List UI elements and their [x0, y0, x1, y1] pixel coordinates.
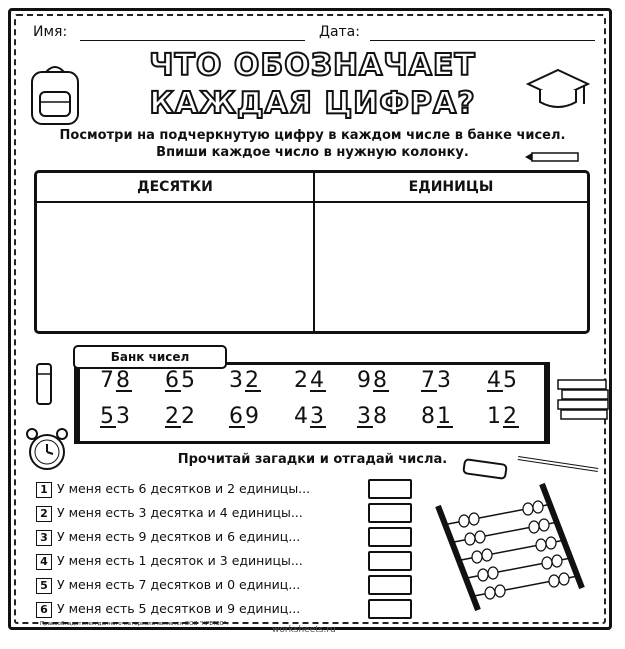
riddle-number: 5	[36, 578, 52, 594]
name-field[interactable]	[80, 40, 305, 41]
place-value-table	[34, 170, 590, 334]
riddle-item	[36, 527, 300, 547]
underlined-digit: 8	[373, 368, 389, 393]
riddle-text: У меня есть 9 десятков и 6 единиц...	[57, 529, 301, 544]
digit: 7	[100, 368, 116, 393]
digit: 1	[487, 404, 503, 429]
instruction-line-1: Посмотри на подчеркнутую цифру в каждом числе в банке чисел.	[59, 128, 566, 143]
underlined-digit: 4	[310, 368, 326, 393]
riddle-number: 4	[36, 554, 52, 570]
bank-number	[294, 404, 326, 429]
riddle-text: У меня есть 7 десятков и 0 единиц...	[57, 577, 301, 592]
riddle-item	[36, 575, 300, 595]
tens-answer-area[interactable]	[41, 205, 309, 329]
bank-number	[487, 404, 519, 429]
riddle-answer-box[interactable]	[368, 527, 412, 547]
digit: 5	[503, 368, 519, 393]
brand-watermark: worksheets.ru	[272, 625, 336, 635]
riddle-text: У меня есть 6 десятков и 2 единицы...	[57, 481, 311, 496]
underlined-digit: 2	[165, 404, 181, 429]
riddle-number: 2	[36, 506, 52, 522]
digit: 3	[116, 404, 132, 429]
abacus-icon	[424, 478, 600, 618]
digit: 8	[373, 404, 389, 429]
riddle-item	[36, 551, 303, 571]
digit: 8	[421, 404, 437, 429]
column-tens-header: ДЕСЯТКИ	[137, 179, 213, 195]
digit: 5	[181, 368, 197, 393]
underlined-digit: 7	[421, 368, 437, 393]
underlined-digit: 5	[100, 404, 116, 429]
riddle-answer-box[interactable]	[368, 551, 412, 571]
riddles-title: Прочитай загадки и отгадай числа.	[177, 452, 448, 467]
column-divider	[313, 173, 315, 331]
instruction-line-2: Впиши каждое число в нужную колонку.	[156, 145, 469, 160]
bank-number	[421, 404, 453, 429]
bank-number	[357, 368, 389, 393]
riddle-answer-box[interactable]	[368, 575, 412, 595]
riddle-answer-box[interactable]	[368, 599, 412, 619]
riddle-item	[36, 503, 303, 523]
eraser-icon	[460, 458, 512, 480]
glue-stick-icon	[32, 360, 56, 408]
books-icon	[556, 376, 612, 422]
bank-number	[487, 368, 519, 393]
digit: 2	[181, 404, 197, 429]
bank-number	[165, 404, 197, 429]
bank-number	[294, 368, 326, 393]
table-header	[37, 173, 587, 203]
riddle-answer-box[interactable]	[368, 503, 412, 523]
bank-number	[165, 368, 197, 393]
bank-number	[100, 404, 132, 429]
bank-number	[229, 368, 261, 393]
bank-number	[229, 404, 261, 429]
bank-number	[100, 368, 132, 393]
riddle-number: 6	[36, 602, 52, 618]
digit: 9	[245, 404, 261, 429]
number-bank-label: Банк чисел	[73, 345, 227, 369]
column-units-header: ЕДИНИЦЫ	[408, 179, 494, 195]
digit: 2	[294, 368, 310, 393]
digit: 9	[357, 368, 373, 393]
units-answer-area[interactable]	[319, 205, 583, 329]
bank-number	[357, 404, 389, 429]
underlined-digit: 1	[437, 404, 453, 429]
copyright-note: Правообладателем данного материала является ООО "КРЕТЕО".	[40, 621, 229, 627]
underlined-digit: 8	[116, 368, 132, 393]
date-field[interactable]	[370, 40, 595, 41]
underlined-digit: 3	[310, 404, 326, 429]
underlined-digit: 2	[503, 404, 519, 429]
date-label: Дата:	[319, 24, 360, 40]
riddle-number: 3	[36, 530, 52, 546]
bank-number	[421, 368, 453, 393]
riddle-answer-box[interactable]	[368, 479, 412, 499]
riddle-text: У меня есть 3 десятка и 4 единицы...	[57, 505, 303, 520]
digit: 4	[294, 404, 310, 429]
digit: 3	[229, 368, 245, 393]
underlined-digit: 3	[357, 404, 373, 429]
riddle-item	[36, 599, 300, 619]
title-line-1: ЧТО ОБОЗНАЧАЕТ	[149, 48, 476, 83]
name-label: Имя:	[33, 24, 68, 40]
underlined-digit: 6	[229, 404, 245, 429]
riddle-text: У меня есть 1 десяток и 3 единицы...	[57, 553, 303, 568]
riddle-item	[36, 479, 310, 499]
riddle-number: 1	[36, 482, 52, 498]
underlined-digit: 4	[487, 368, 503, 393]
pen-icon	[514, 452, 604, 474]
title-line-2: КАЖДАЯ ЦИФРА?	[149, 86, 476, 121]
digit: 3	[437, 368, 453, 393]
underlined-digit: 6	[165, 368, 181, 393]
underlined-digit: 2	[245, 368, 261, 393]
riddle-text: У меня есть 5 десятков и 9 единиц...	[57, 601, 301, 616]
